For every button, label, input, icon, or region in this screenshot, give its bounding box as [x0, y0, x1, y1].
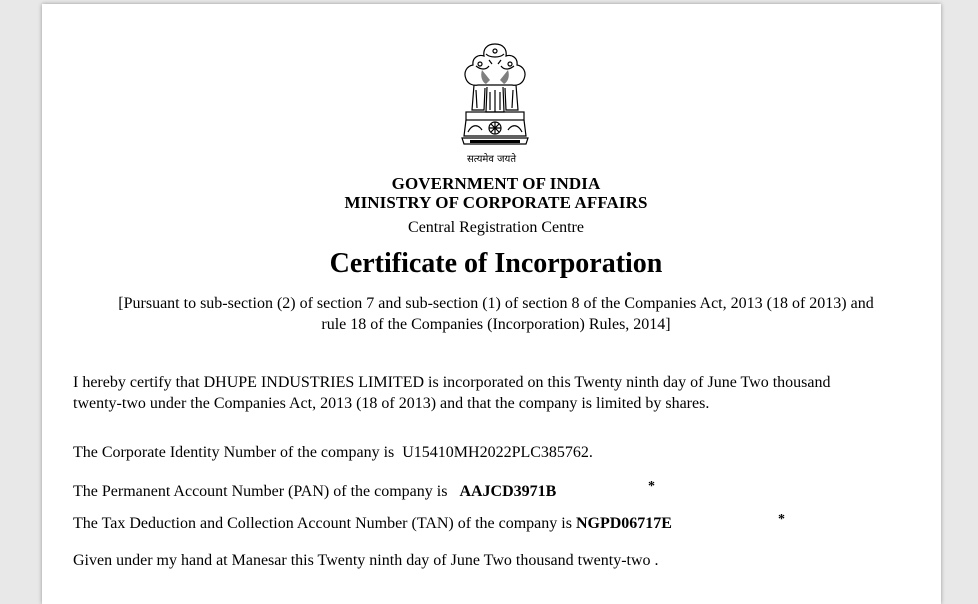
tan-line	[73, 513, 672, 534]
certificate-page	[42, 4, 941, 604]
cin-value: U15410MH2022PLC385762.	[402, 444, 593, 461]
certification-paragraph	[73, 372, 923, 414]
tan-value: NGPD06717E	[575, 515, 672, 532]
cin-line	[73, 442, 593, 463]
pan-value: AAJCD3971B	[459, 483, 557, 500]
pursuant-line: rule 18 of the Companies (Incorporation) Rules, 2014]	[321, 316, 671, 333]
cin-label: The Corporate Identity Number of the company is	[73, 444, 395, 461]
tan-label: The Tax Deduction and Collection Account Number (TAN) of the company is	[73, 515, 572, 532]
pan-label: The Permanent Account Number (PAN) of the company is	[73, 483, 448, 500]
given-under-hand-line: Given under my hand at Manesar this Twenty ninth day of June Two thousand twenty-two .	[73, 552, 659, 569]
government-heading: GOVERNMENT OF INDIA	[391, 174, 601, 193]
registration-centre: Central Registration Centre	[408, 219, 584, 236]
pursuant-line: [Pursuant to sub-section (2) of section 7 and sub-section (1) of section 8 of the Companies Act, 2013 (18 of 2013) and	[118, 295, 874, 312]
pan-line	[73, 481, 556, 502]
ministry-heading: MINISTRY OF CORPORATE AFFAIRS	[344, 193, 648, 212]
paragraph-line: twenty-two under the Companies Act, 2013 (18 of 2013) and that the company is limited by shares.	[73, 395, 710, 412]
tan-asterisk: *	[778, 512, 785, 527]
paragraph-line: I hereby certify that DHUPE INDUSTRIES LIMITED is incorporated on this Twenty ninth day of June Two thousand	[73, 374, 831, 391]
emblem-motto: सत्यमेव जयते	[466, 154, 517, 165]
national-emblem-icon	[456, 40, 534, 158]
page-title: Certificate of Incorporation	[329, 248, 663, 279]
pursuant-note	[72, 293, 920, 335]
pan-asterisk: *	[648, 479, 655, 494]
